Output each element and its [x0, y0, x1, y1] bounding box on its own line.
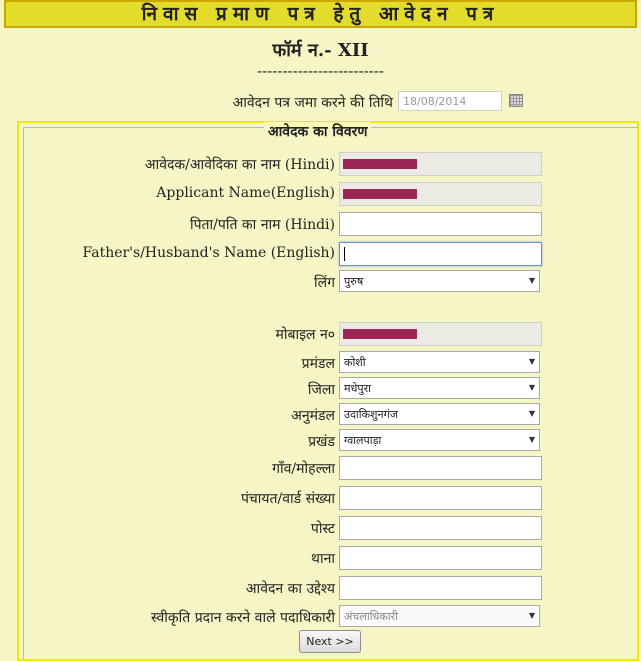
name-english-field[interactable] — [339, 182, 542, 206]
row-subdivision — [0, 403, 641, 427]
calendar-icon[interactable] — [509, 94, 523, 107]
block-value: ग्वालपाड़ा — [344, 434, 382, 447]
father-english-label: Father's/Husband's Name (English) — [82, 245, 335, 261]
row-district — [0, 377, 641, 401]
redaction-mark — [343, 329, 417, 339]
division-label: प्रमंडल — [301, 356, 335, 372]
district-value: मधेपुरा — [344, 382, 371, 395]
name-hindi-field[interactable] — [339, 152, 542, 176]
name-english-label: Applicant Name(English) — [156, 185, 335, 201]
chevron-down-icon: ▼ — [528, 383, 535, 392]
district-select[interactable] — [339, 377, 540, 399]
row-police-station — [0, 546, 641, 570]
chevron-down-icon: ▼ — [528, 611, 535, 620]
approving-officer-label: स्वीकृति प्रदान करने वाले पदाधिकारी — [151, 610, 335, 626]
row-post — [0, 516, 641, 540]
redaction-mark — [343, 189, 417, 199]
division-value: कोशी — [344, 356, 366, 369]
name-hindi-label: आवेदक/आवेदिका का नाम (Hindi) — [144, 157, 335, 173]
applicant-details-legend: आवेदक का विवरण — [264, 122, 371, 141]
page-title: निवास प्रमाण पत्र हेतु आवेदन पत्र — [141, 3, 500, 25]
panchayat-label: पंचायत/वार्ड संख्या — [240, 491, 335, 507]
row-purpose — [0, 576, 641, 600]
row-panchayat — [0, 486, 641, 510]
post-label: पोस्ट — [310, 521, 335, 537]
father-hindi-label: पिता/पति का नाम (Hindi) — [189, 217, 335, 233]
gender-value: पुरुष — [344, 275, 364, 288]
block-select[interactable] — [339, 429, 540, 451]
row-gender — [0, 270, 641, 294]
police-station-field[interactable] — [339, 546, 542, 570]
post-field[interactable] — [339, 516, 542, 540]
separator-dashes: ------------------------- — [257, 62, 384, 80]
chevron-down-icon: ▼ — [528, 357, 535, 366]
village-label: गाँव/मोहल्ला — [272, 461, 335, 477]
row-block — [0, 429, 641, 453]
row-father-english — [0, 242, 641, 266]
row-village — [0, 456, 641, 480]
mobile-field[interactable] — [339, 322, 542, 346]
chevron-down-icon: ▼ — [528, 276, 535, 285]
redaction-mark — [343, 159, 417, 169]
subdivision-select[interactable] — [339, 403, 540, 425]
village-field[interactable] — [339, 456, 542, 480]
police-station-label: थाना — [311, 551, 335, 567]
district-label: जिला — [307, 382, 335, 398]
gender-select[interactable] — [339, 270, 540, 292]
mobile-label: मोबाइल न० — [275, 327, 335, 343]
approving-officer-select[interactable] — [339, 605, 540, 627]
father-hindi-field[interactable] — [339, 212, 542, 236]
division-select[interactable] — [339, 351, 540, 373]
purpose-field[interactable] — [339, 576, 542, 600]
row-division — [0, 351, 641, 375]
form-number: फॉर्म न.- XII — [272, 40, 369, 61]
row-mobile — [0, 322, 641, 346]
chevron-down-icon: ▼ — [528, 409, 535, 418]
chevron-down-icon: ▼ — [528, 435, 535, 444]
row-name-hindi — [0, 152, 641, 176]
block-label: प्रखंड — [308, 434, 335, 450]
text-cursor — [344, 247, 345, 261]
purpose-label: आवेदन का उद्देश्य — [245, 581, 335, 597]
submission-date-field[interactable]: 18/08/2014 — [398, 91, 502, 111]
row-name-english — [0, 182, 641, 206]
father-english-field[interactable] — [339, 242, 542, 266]
submission-date-row — [0, 91, 641, 115]
subdivision-value: उदाकिशुनगंज — [344, 408, 398, 421]
panchayat-field[interactable] — [339, 486, 542, 510]
next-button[interactable]: Next >> — [299, 630, 361, 653]
submission-date-label: आवेदन पत्र जमा करने की तिथि — [232, 95, 393, 111]
row-father-hindi — [0, 212, 641, 236]
gender-label: लिंग — [314, 275, 335, 291]
row-approving-officer — [0, 605, 641, 629]
page-title-bar — [4, 0, 637, 28]
approving-officer-value: अंचलाधिकारी — [344, 610, 398, 623]
subdivision-label: अनुमंडल — [291, 408, 335, 424]
